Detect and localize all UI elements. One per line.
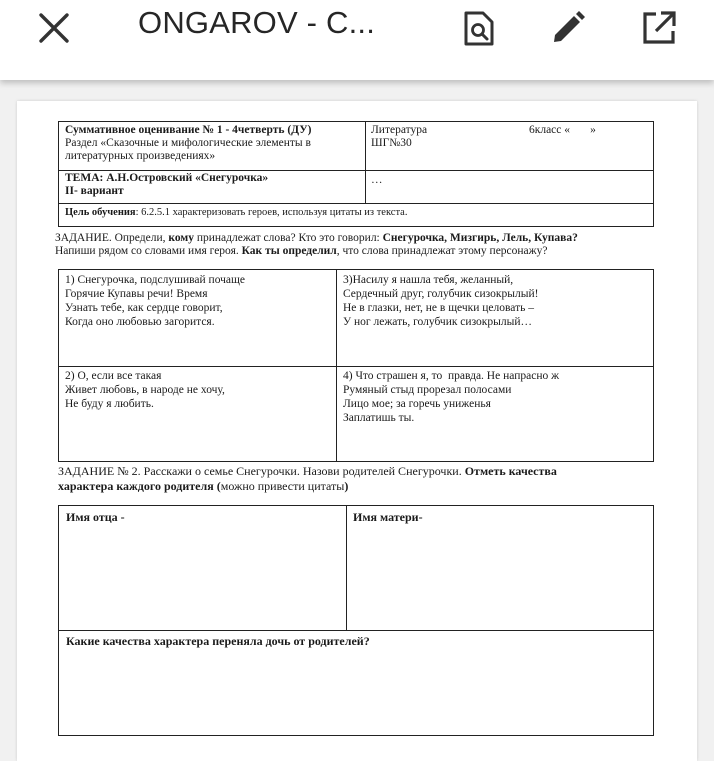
variant: II- вариант	[65, 185, 124, 197]
mother-name-label: Имя матери-	[353, 510, 423, 524]
header-assessment-cell	[65, 124, 363, 163]
header-subject-cell	[371, 124, 651, 150]
top-toolbar	[0, 0, 714, 80]
open-external-icon[interactable]	[639, 8, 679, 48]
find-in-document-icon[interactable]	[458, 8, 498, 48]
task-1-instructions: ЗАДАНИЕ. Определи, кому принадлежат слова? Кто это говорил: Снегурочка, Мизгирь, Лель, Купава? Напиши рядом со словами имя героя. Как ты определил, что слова принадлежат этому персонажу?	[55, 232, 578, 257]
learning-goal	[65, 207, 407, 218]
quote-cell-1: 1) Снегурочка, подслушивай почаще Горячие Купавы речи! Время Узнать тебе, как сердце говорит, Когда оно любовью загорится.	[65, 274, 245, 328]
header-table	[58, 121, 654, 227]
header-theme-cell	[65, 172, 363, 198]
goal-label: Цель обучения	[65, 207, 136, 218]
task-2-instructions: ЗАДАНИЕ № 2. Расскажи о семье Снегурочки. Назови родителей Снегурочки. Отметь качества характера каждого родителя (можно привести цитаты)	[58, 464, 557, 493]
quotes-table	[58, 269, 654, 462]
document-page	[17, 101, 697, 761]
header-dots: …	[371, 174, 383, 186]
assessment-title: Суммативное оценивание № 1 - 4четверть (ДУ)	[65, 124, 312, 136]
grade: 6класс « »	[529, 124, 596, 136]
quote-cell-2: 2) О, если все такая Живет любовь, в народе не хочу, Не буду я любить.	[65, 370, 225, 410]
close-icon[interactable]	[34, 10, 74, 46]
goal-text: : 6.2.5.1 характеризовать героев, используя цитаты из текста.	[135, 207, 408, 218]
section-line: Раздел «Сказочные и мифологические элементы в	[65, 137, 311, 149]
traits-question: Какие качества характера переняла дочь от родителей?	[66, 634, 370, 648]
theme: ТЕМА: А.Н.Островский «Снегурочка»	[65, 172, 269, 184]
subject: Литература	[371, 124, 428, 136]
school: ШГ№30	[371, 137, 412, 149]
quote-cell-4: 4) Что страшен я, то правда. Не напрасно ж Румяный стыд прорезал полосами Лицо мое; за горечь униженья Заплатишь ты.	[343, 370, 560, 424]
father-name-label: Имя отца -	[66, 510, 125, 524]
document-title: ONGAROV - С...	[138, 5, 376, 40]
parents-table	[58, 505, 654, 736]
edit-pencil-icon[interactable]	[548, 8, 588, 48]
quote-cell-3: 3)Насилу я нашла тебя, желанный, Сердечный друг, голубчик сизокрылый! Не в глазки, нет, не в щечки целовать – У ног лежать, голубчик сизокрылый…	[343, 274, 539, 328]
document-content	[17, 101, 697, 761]
section-line: литературных произведениях»	[65, 150, 216, 162]
